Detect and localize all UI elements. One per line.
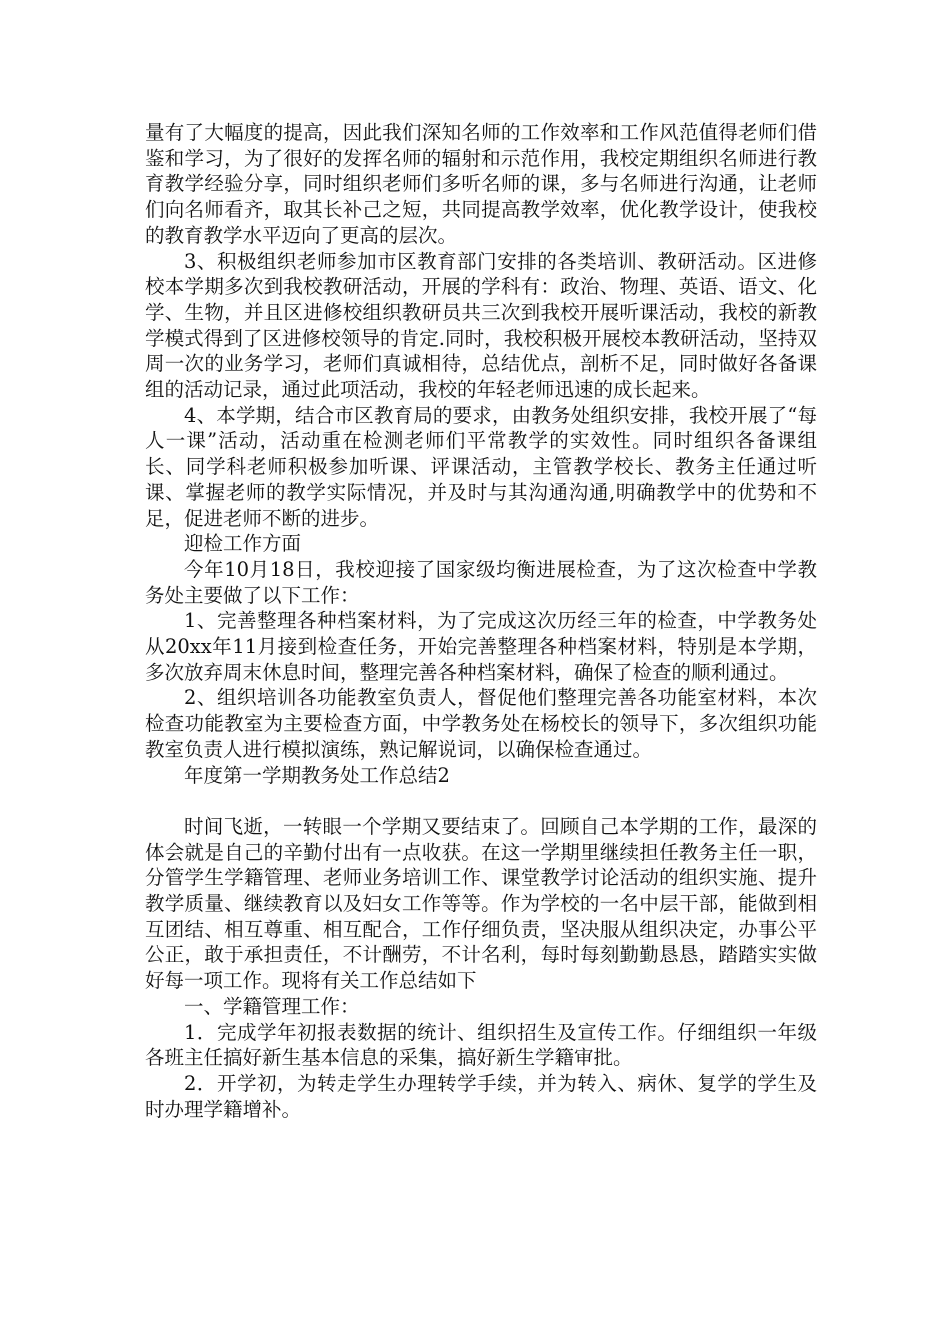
paragraph-archive-materials: 1、完善整理各种档案材料，为了完成这次历经三年的检查，中学教务处从20xx年11月接到检查任务，开始完善整理各种档案材料，特别是本学期，多次放弃周末休息时间，整理完善各种档案材料，确保了检查的顺利通过。	[145, 609, 817, 684]
document-page	[145, 120, 817, 1122]
section-title-summary-2: 年度第一学期教务处工作总结2	[184, 763, 450, 787]
paragraph-function-rooms: 2、组织培训各功能教室负责人，督促他们整理完善各功能室材料，本次检查功能教室为主要检查方面，中学教务处在杨校长的领导下，多次组织功能教室负责人进行模拟演练，熟记解说词，以确保检查通过。	[145, 686, 817, 761]
blank-line	[145, 788, 817, 814]
paragraph-one-lesson-activity: 4、本学期，结合市区教育局的要求，由教务处组织安排，我校开展了“每人一课”活动，活动重在检测老师们平常教学的实效性。同时组织各备课组长、同学科老师积极参加听课、评课活动，主管教学校长、教务主任通过听课、掌握老师的教学实际情况，并及时与其沟通沟通,明确教学中的优势和不足，促进老师不断的进步。	[145, 403, 817, 530]
paragraph-inspection-intro: 今年10月18日，我校迎接了国家级均衡进展检查，为了这次检查中学教务处主要做了以下工作：	[145, 557, 817, 607]
paragraph-enrollment-item-1: 1．完成学年初报表数据的统计、组织招生及宣传工作。仔细组织一年级各班主任搞好新生基本信息的采集，搞好新生学籍审批。	[145, 1020, 817, 1070]
paragraph-enrollment-item-2: 2．开学初，为转走学生办理转学手续，并为转入、病休、复学的学生及时办理学籍增补。	[145, 1072, 817, 1121]
section-heading-enrollment: 一、学籍管理工作：	[184, 994, 360, 1018]
paragraph-semester-review: 时间飞逝，一转眼一个学期又要结束了。回顾自己本学期的工作，最深的体会就是自己的辛勤付出有一点收获。在这一学期里继续担任教务主任一职，分管学生学籍管理、老师业务培训工作、课堂教学讨论活动的组织实施、提升教学质量、继续教育以及妇女工作等等。作为学校的一名中层干部，能做到相互团结、相互尊重、相互配合，工作仔细负责，坚决服从组织决定，办事公平公正，敢于承担责任，不计酬劳，不计名利，每时每刻勤勤恳恳，踏踏实实做好每一项工作。现将有关工作总结如下	[145, 814, 817, 993]
section-heading-inspection: 迎检工作方面	[184, 532, 302, 556]
paragraph-famous-teachers: 量有了大幅度的提高，因此我们深知名师的工作效率和工作风范值得老师们借鉴和学习，为了很好的发挥名师的辐射和示范作用，我校定期组织名师进行教育教学经验分享，同时组织老师们多听名师的课，多与名师进行沟通，让老师们向名师看齐，取其长补己之短，共同提高教学效率，优化教学设计，使我校的教育教学水平迈向了更高的层次。	[145, 121, 817, 247]
paragraph-training-research: 3、积极组织老师参加市区教育部门安排的各类培训、教研活动。区进修校本学期多次到我校教研活动，开展的学科有：政治、物理、英语、语文、化学、生物，并且区进修校组织教研员共三次到我校开展听课活动，我校的新教学模式得到了区进修校领导的肯定.同时，我校积极开展校本教研活动，坚持双周一次的业务学习，老师们真诚相待，总结优点，剖析不足，同时做好各备课组的活动记录，通过此项活动，我校的年轻老师迅速的成长起来。	[145, 249, 817, 402]
